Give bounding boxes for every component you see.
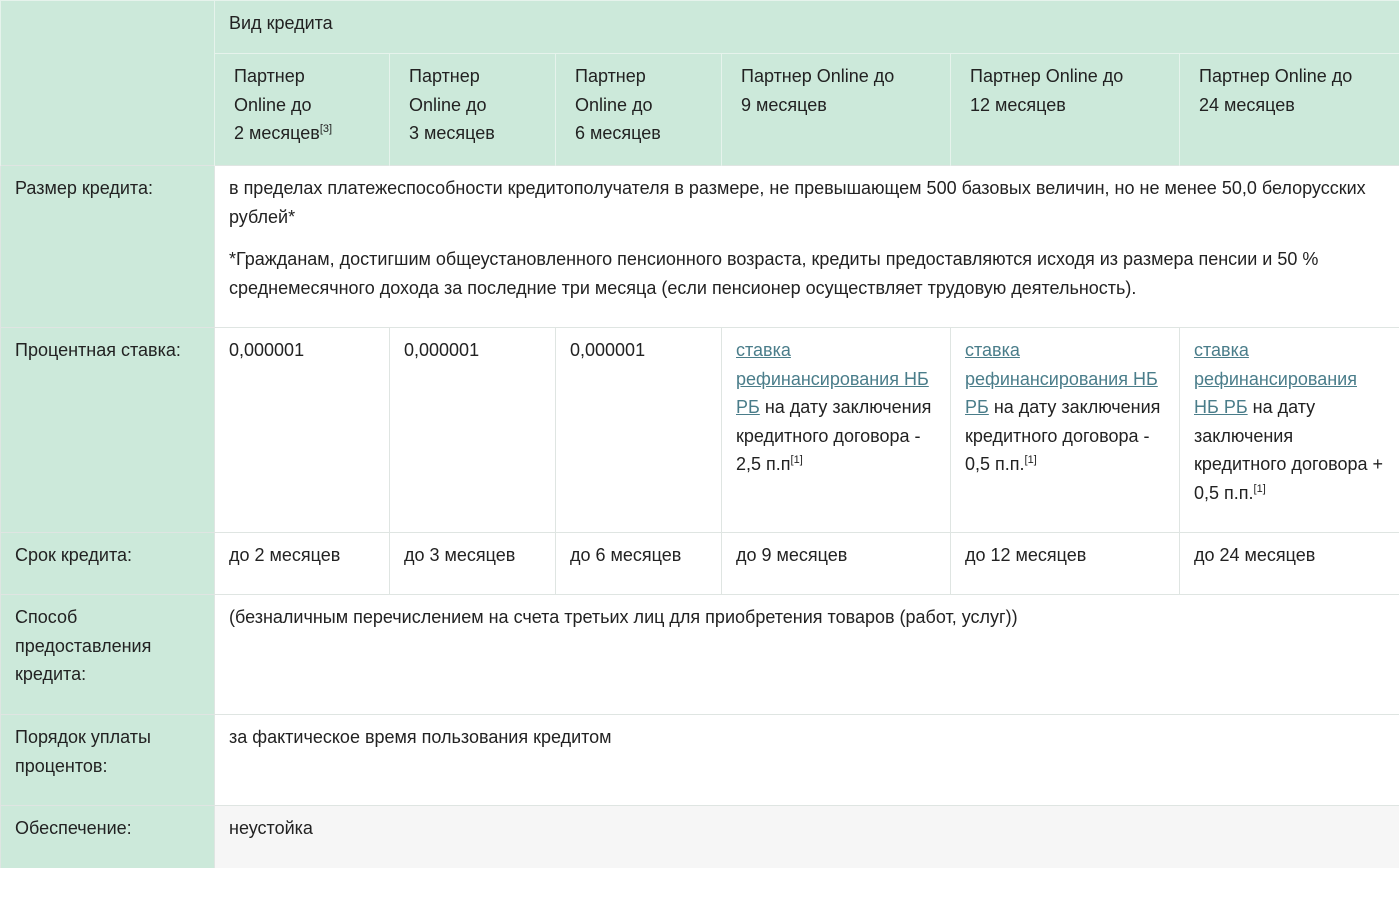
row-label-credit-term: Срок кредита: (1, 533, 215, 595)
provision-method-cell: (безналичным перечислением на счета третьих лиц для приобретения товаров (работ, услуг)) (215, 595, 1399, 715)
credit-size-text: в пределах платежеспособности кредитополучателя в размере, не превышающем 500 базовых величин, но не менее 50,0 белорусских рублей* (229, 178, 1366, 227)
rate-suffix: на дату заключения кредитного договора + 0,5 п.п. (1194, 397, 1384, 503)
refinancing-rate-link[interactable]: ставка рефинансирования НБ РБ (1194, 340, 1357, 417)
column-header-line: 24 месяцев (1199, 94, 1295, 115)
pensioner-note: *Гражданам, достигшим общеустановленного пенсионного возраста, кредиты предоставляются исходя из размера пенсии и 50 % среднемесячного дохода за последние три месяца (если пенсионер осуществляет трудовую деятельность). (229, 249, 1319, 298)
rate-cell-12-months (951, 328, 1180, 533)
row-label-interest-order: Порядок уплаты процентов: (1, 715, 215, 806)
row-label-provision-method: Способ предоставления кредита: (1, 595, 215, 715)
footnote-ref[interactable]: [1] (1024, 454, 1037, 466)
security-cell: неустойка (215, 806, 1399, 868)
row-interest-order (1, 715, 1399, 806)
header-corner (1, 1, 215, 166)
refinancing-rate-link[interactable]: ставка рефинансирования НБ РБ (965, 340, 1158, 417)
row-credit-term (1, 533, 1399, 595)
column-header-line: 2 месяцев (234, 123, 320, 143)
column-header-line: 6 месяцев (575, 123, 661, 143)
rate-cell-6-months: 0,000001 (556, 328, 722, 533)
interest-order-cell: за фактическое время пользования кредитом (215, 715, 1399, 806)
column-header-12-months (951, 54, 1180, 166)
term-cell: до 2 месяцев (215, 533, 390, 595)
rate-cell-9-months (722, 328, 951, 533)
column-header-line: Партнер Online до (741, 66, 895, 86)
column-header-line: Online до (409, 94, 487, 115)
refinancing-rate-link[interactable]: ставка рефинансирования НБ РБ (736, 340, 929, 417)
column-header-line: Online до (234, 94, 312, 115)
column-header-6-months (556, 54, 722, 166)
column-header-3-months (390, 54, 556, 166)
credit-size-cell (215, 166, 1399, 328)
row-label-security: Обеспечение: (1, 806, 215, 868)
column-header-line: Партнер (409, 66, 480, 86)
column-header-line: Партнер Online до (1199, 66, 1353, 86)
column-header-line: Партнер Online до (970, 66, 1124, 86)
footnote-ref[interactable]: [1] (790, 454, 803, 466)
column-header-line: 12 месяцев (970, 94, 1066, 115)
row-credit-size (1, 166, 1399, 328)
column-header-24-months (1180, 54, 1399, 166)
credit-type-header: Вид кредита (215, 1, 1399, 54)
column-header-line: 9 месяцев (741, 94, 827, 115)
row-label-credit-size: Размер кредита: (1, 166, 215, 328)
column-header-line: Online до (575, 94, 653, 115)
rate-cell-24-months (1180, 328, 1399, 533)
term-cell: до 24 месяцев (1180, 533, 1399, 595)
column-header-line: Партнер (575, 66, 646, 86)
column-header-line: Партнер (234, 66, 305, 86)
row-interest-rate (1, 328, 1399, 533)
column-header-line: 3 месяцев (409, 123, 495, 143)
row-label-interest-rate: Процентная ставка: (1, 328, 215, 533)
rate-suffix: на дату заключения кредитного договора - 0,5 п.п. (965, 397, 1161, 474)
footnote-ref[interactable]: [1] (1253, 482, 1266, 495)
term-cell: до 6 месяцев (556, 533, 722, 595)
column-header-9-months (722, 54, 951, 166)
row-provision-method (1, 595, 1399, 715)
rate-cell-3-months: 0,000001 (390, 328, 556, 533)
row-security (1, 806, 1399, 868)
footnote-ref[interactable]: [3] (319, 123, 333, 135)
rate-cell-2-months: 0,000001 (215, 328, 390, 533)
term-cell: до 12 месяцев (951, 533, 1180, 595)
column-header-2-months (215, 54, 390, 166)
rate-suffix: на дату заключения кредитного договора - 2,5 п.п (736, 397, 932, 474)
term-cell: до 9 месяцев (722, 533, 951, 595)
term-cell: до 3 месяцев (390, 533, 556, 595)
